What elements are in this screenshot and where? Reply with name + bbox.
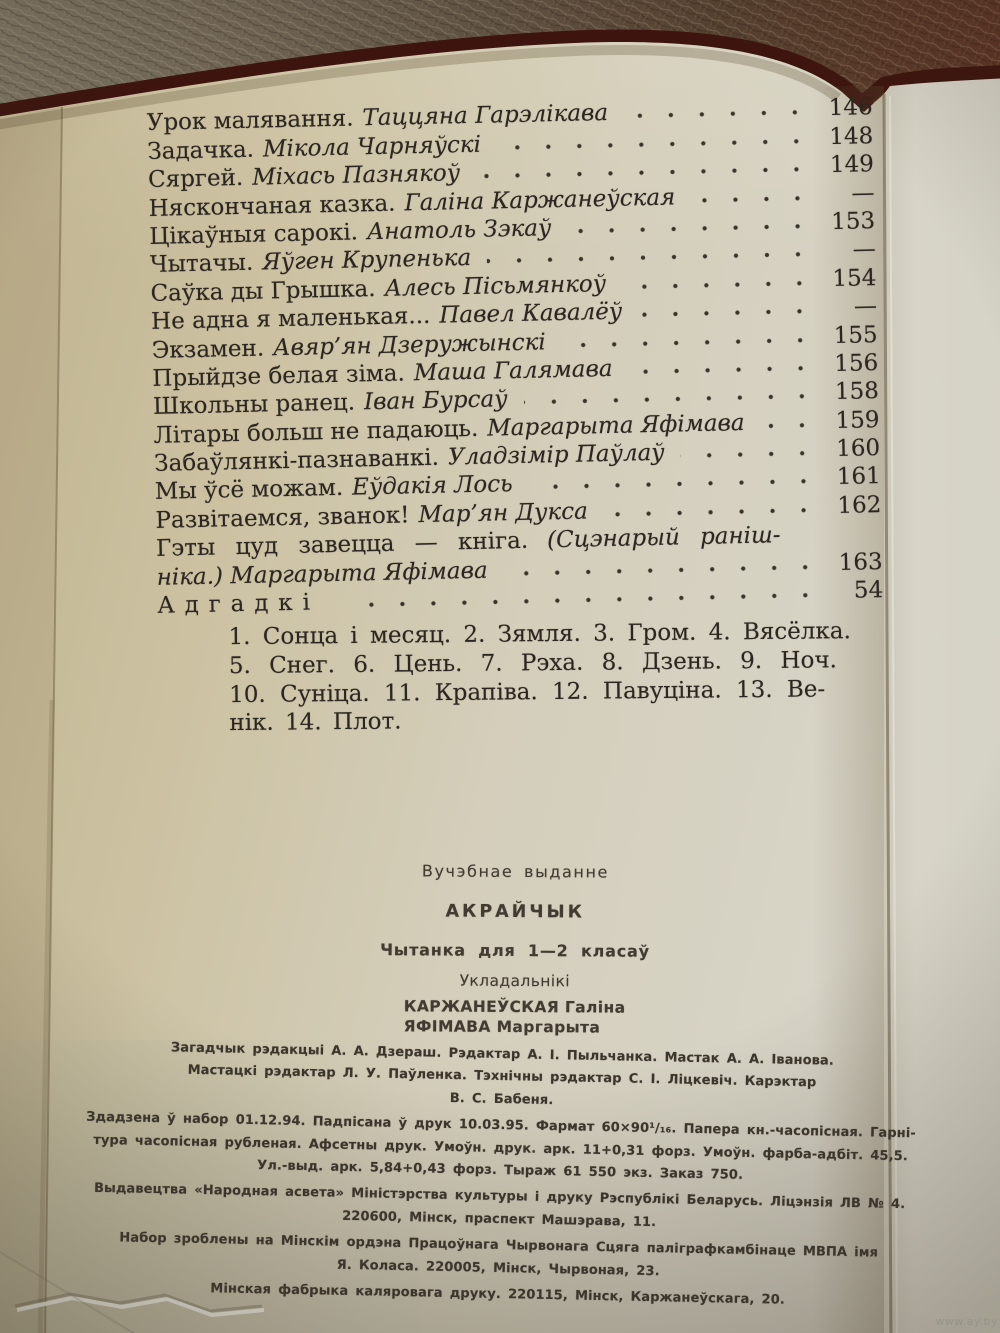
toc-entry-author: Мар’ян Дукса — [418, 498, 589, 529]
colophon-line: Загадчык рэдакцыі А. А. Дзераш. Рэдактар А. І. Пыльчанка. Мастак А. А. Іванова. — [170, 1040, 835, 1069]
toc-entry-page-number: 161 — [836, 463, 881, 491]
toc-entry-title: Задачка. — [147, 136, 255, 165]
colophon-line: Я. Коласа. 220005, Мінск, Чырвоная, 23. — [336, 1257, 660, 1279]
toc-entry-title: Развітаемся, званок! — [155, 502, 410, 534]
table-of-contents — [147, 93, 884, 620]
answers-line: нік. 14. Плот. — [229, 708, 402, 737]
dot-leader — [638, 308, 815, 319]
toc-entry-page-number: 162 — [837, 491, 882, 519]
dot-leader — [524, 393, 817, 406]
dot-leader — [345, 591, 822, 608]
toc-entry-author: Авяр’ян Дзеружынскі — [272, 328, 547, 361]
toc-entry-author: Уладзімір Паўлаў — [447, 439, 665, 471]
toc-entry-author: Міхась Пазнякоў — [251, 160, 461, 191]
dot-leader — [604, 506, 820, 518]
watermark: www.ay.by — [935, 1315, 998, 1328]
toc-entry-title: Школьны ранец. — [152, 389, 356, 421]
dot-leader — [629, 364, 817, 375]
compiler-name: КАРЖАНЕЎСКАЯ Галіна — [403, 997, 626, 1017]
colophon-line: Мастацкі рэдактар Л. У. Паўленка. Тэхнічны рэдактар С. І. Ліцкевіч. Карэктар — [187, 1063, 817, 1091]
answers-line: 1. Сонца і месяц. 2. Зямля. 3. Гром. 4. Вясёлка. — [228, 618, 851, 651]
book-subtitle: Чытанка для 1—2 класаў — [380, 940, 650, 961]
toc-entry-page-number: 155 — [833, 321, 878, 349]
toc-entry-title: Прыйдзе белая зіма. — [152, 360, 406, 392]
toc-entry-page-number: — — [852, 236, 877, 263]
toc-entry-author: Алесь Пісьмянкоў — [384, 270, 607, 302]
colophon-line: Выдавецтва «Народная асвета» Міністэрства культуры і друку Рэспублікі Беларусь. Ліцэнзія ЛВ № 4. — [93, 1181, 906, 1213]
toc-entry-page-number: 154 — [832, 264, 877, 292]
toc-entry-title: Мы ўсё можам. — [154, 475, 344, 506]
toc-entry-page-number: 54 — [853, 577, 884, 604]
toc-entry-author: (Сцэнарый раніш- — [546, 522, 781, 554]
dot-leader — [761, 421, 818, 429]
edition-info — [149, 860, 880, 1039]
book-title: АКРАЙЧЫК — [445, 901, 586, 923]
toc-entry-title: Не адна я маленькая... — [150, 302, 431, 336]
colophon-line: Здадзена ў набор 01.12.94. Падпісана ў друк 10.03.95. Фармат 60×90¹/₁₆. Папера кн.-часопісная. Гарні- — [86, 1109, 916, 1142]
toc-entry-title: Сяргей. — [147, 165, 244, 194]
dot-leader — [504, 563, 821, 577]
colophon-line: В. С. Бабеня. — [449, 1090, 554, 1108]
toc-entry-author: Анатоль Зэкаў — [366, 215, 552, 246]
dot-leader — [622, 279, 814, 290]
toc-entry-title: Літары больш не падаюць. — [153, 415, 479, 449]
toc-entry-page-number: 156 — [834, 349, 879, 377]
dot-leader — [476, 166, 812, 180]
toc-entry-author: ніка.) Маргарыта Яфімава — [156, 557, 488, 591]
dot-leader — [562, 336, 816, 349]
toc-entry-author: Маргарыта Яфімава — [486, 409, 745, 442]
toc-entry-page-number: 158 — [834, 378, 880, 406]
colophon-line: Ул.-выд. арк. 5,84+0,43 форз. Тыраж 61 550 экз. Заказ 750. — [257, 1158, 744, 1183]
compilers-list — [404, 997, 626, 1037]
toc-entry-author: Мікола Чарняўскі — [262, 131, 482, 163]
toc-entry-author: Яўген Крупенька — [261, 245, 472, 276]
toc-entry-author: Іван Бурсаў — [363, 386, 508, 416]
toc-entry-page-number: 146 — [828, 94, 873, 122]
toc-entry-author: Таццяна Гарэлікава — [362, 100, 609, 132]
dot-leader — [487, 251, 814, 265]
colophon-line: 220600, Мінск, праспект Машэрава, 11. — [342, 1208, 657, 1230]
colophon-line: Набор зроблены на Мінскім ордэна Працоўнага Чырвонага Сцяга паліграфкамбінаце МВПА імя — [119, 1230, 879, 1261]
toc-entry-title: Чытачы. — [149, 250, 254, 279]
toc-entry-author: Павел Кавалёў — [439, 298, 623, 329]
toc-entry-title: Урок малявання. — [146, 105, 354, 137]
toc-entry-page-number: 160 — [835, 435, 881, 463]
toc-entry-title: Экзамен. — [151, 334, 265, 364]
toc-entry-title: Забаўлянкі-пазнаванкі. — [153, 444, 440, 477]
riddle-answers — [228, 617, 884, 738]
toc-entry-page-number: 148 — [829, 122, 874, 150]
colophon-print-info — [85, 1107, 916, 1191]
dot-leader — [567, 222, 813, 234]
toc-entry-page-number: 163 — [838, 548, 883, 576]
compilers-label: Укладальнікі — [459, 971, 571, 991]
dot-leader — [681, 449, 819, 459]
toc-entry-title: Саўка ды Грышка. — [150, 275, 376, 307]
toc-entry-page-number: 153 — [830, 208, 876, 236]
answers-line: 5. Снег. 6. Цень. 7. Рэха. 8. Дзень. 9. Ноч. — [228, 647, 838, 679]
toc-entry-page-number: — — [851, 179, 875, 207]
colophon — [82, 1036, 917, 1319]
dot-leader — [624, 109, 811, 120]
toc-entry-page-number: — — [853, 293, 878, 320]
answers-line: 10. Суніца. 11. Крапіва. 12. Павуціна. 13. Ве- — [229, 676, 826, 708]
toc-entry-title: Гэты цуд завецца — кніга. — [155, 528, 529, 563]
edition-note: Вучэбнае выданне — [421, 861, 610, 882]
toc-entry-author: Маша Галямава — [413, 355, 613, 387]
toc-entry-title: Няскончаная казка. — [148, 190, 396, 222]
dot-leader — [529, 478, 819, 491]
toc-entry-page-number: 159 — [835, 406, 880, 434]
dot-leader — [497, 137, 811, 151]
dot-leader — [691, 194, 812, 204]
colophon-line: тура часопісная рубленая. Афсетны друк. Умоўн. друк. арк. 11+0,31 форз. Умоўн. фарба-адбіт. 45,5. — [93, 1132, 909, 1164]
compiler-name: ЯФІМАВА Маргарыта — [403, 1016, 601, 1037]
toc-entry-title: Адгадкі — [157, 589, 321, 619]
toc-entry-title: Цікаўныя сарокі. — [149, 219, 359, 250]
toc-entry-author: Галіна Каржанеўская — [404, 184, 676, 216]
toc-entry-author: Еўдакія Лось — [351, 471, 513, 502]
toc-entry-page-number: 149 — [829, 151, 875, 179]
colophon-line: Мінская фабрыка каляровага друку. 220115, Мінск, Каржанеўскага, 20. — [210, 1281, 786, 1308]
